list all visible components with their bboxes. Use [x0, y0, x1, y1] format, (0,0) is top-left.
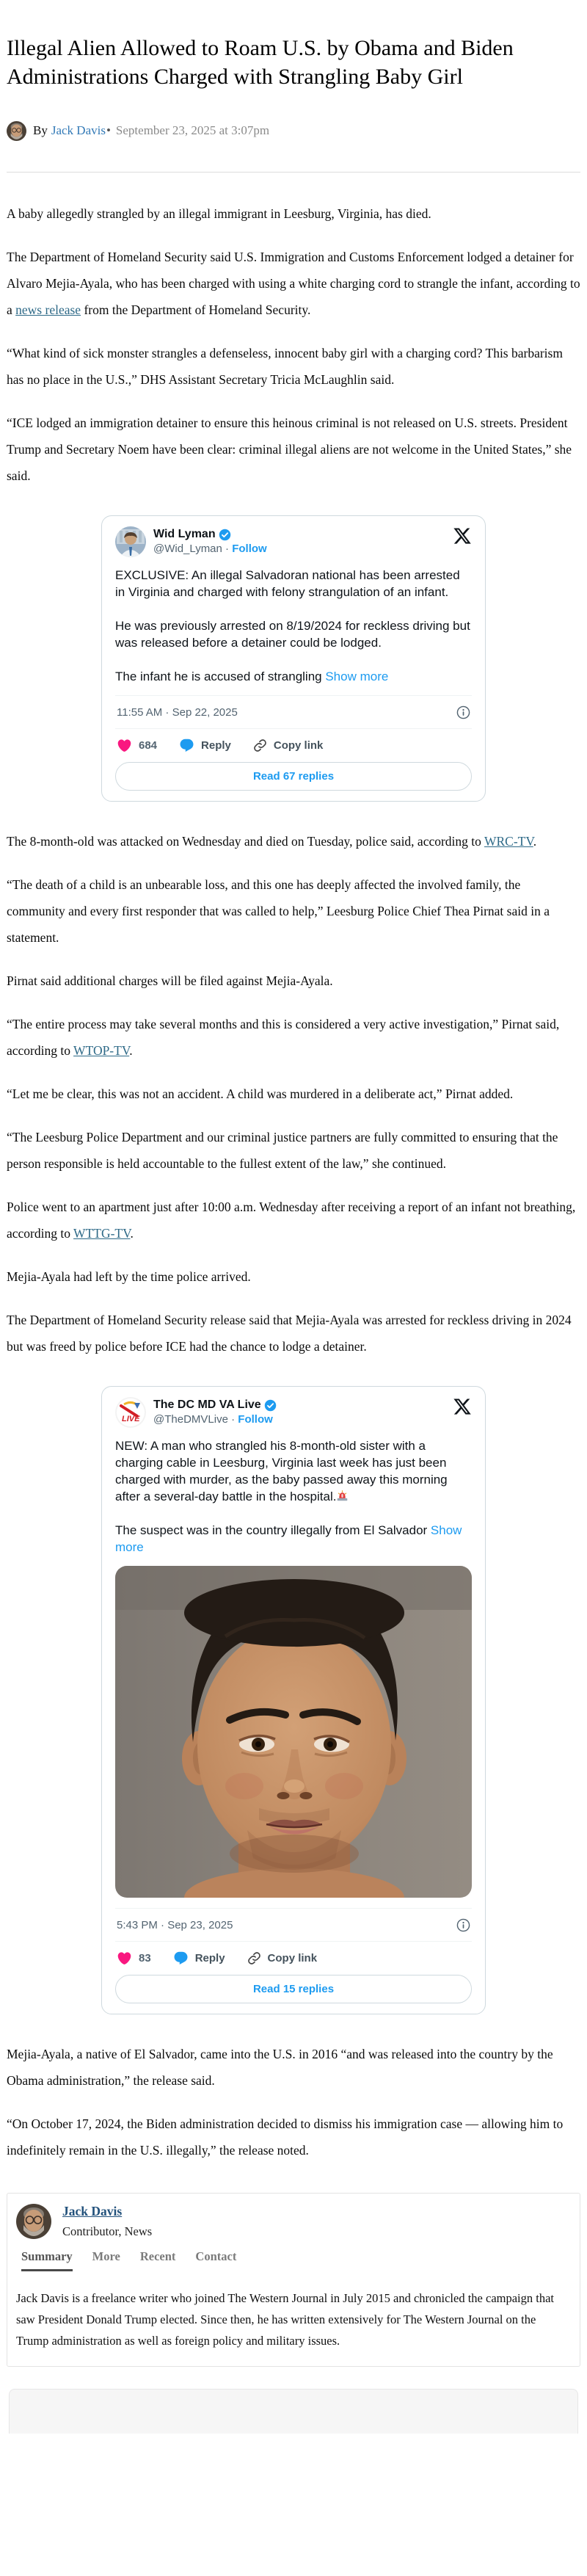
- reply-button[interactable]: [173, 1951, 225, 1966]
- svg-text:LIVE: LIVE: [122, 1415, 140, 1423]
- embedded-tweet-dmv-live: [101, 1386, 486, 2014]
- show-more-link[interactable]: Show more: [115, 1523, 462, 1554]
- tweet-text-paragraph: [115, 1522, 472, 1556]
- info-icon[interactable]: [456, 705, 470, 719]
- author-bio-tabs: [21, 2249, 571, 2271]
- reply-label: Reply: [201, 739, 231, 752]
- article-paragraph: A baby allegedly strangled by an illegal immigrant in Leesburg, Virginia, has died.: [7, 206, 431, 221]
- x-logo-icon[interactable]: [453, 1397, 472, 1416]
- author-bio-header: [16, 2204, 571, 2239]
- x-logo-icon[interactable]: [453, 526, 472, 545]
- heart-icon: [117, 738, 132, 753]
- tweet-identity: [153, 526, 267, 556]
- paragraph-text: “The entire process may take several months and this is considered a very active investigation,” Pirnat said, according to: [7, 1017, 560, 1058]
- tweet-text-fragment: NEW: A man who strangled his 8-month-old sister with a charging cable in Leesburg, Virginia last week has just been charged with murder, as the baby passed away this morning after a several-day battle in the hospital.: [115, 1439, 448, 1503]
- paragraph-text: .: [130, 1226, 134, 1241]
- article-paragraph: “On October 17, 2024, the Biden administration decided to dismiss his immigration case — allowing him to indefinitely remain in the U.S. illegally,” the release noted.: [7, 2116, 564, 2158]
- like-count: 83: [139, 1952, 151, 1964]
- author-role: Contributor, News: [62, 2224, 153, 2238]
- byline-author-link[interactable]: Jack Davis: [51, 123, 106, 137]
- paragraph-text: Police went to an apartment just after 10:00 a.m. Wednesday after receiving a report of an infant not breathing, according to: [7, 1200, 576, 1241]
- byline: [7, 120, 580, 141]
- byline-date: September 23, 2025 at 3:07pm: [115, 123, 270, 137]
- copy-link-label: Copy link: [273, 739, 324, 752]
- byline-separator: •: [106, 123, 111, 137]
- info-icon[interactable]: [456, 1918, 470, 1932]
- byline-divider: [7, 172, 580, 173]
- tab-summary[interactable]: Summary: [21, 2249, 73, 2271]
- article-paragraph: “What kind of sick monster strangles a defenseless, innocent baby girl with a charging cord? This barbarism has no place in the U.S.,” DHS Assistant Secretary Tricia McLaughlin said.: [7, 346, 563, 387]
- tab-recent[interactable]: Recent: [139, 2249, 176, 2263]
- article-page: [0, 34, 587, 2434]
- paragraph-text: The 8-month-old was attacked on Wednesday and died on Tuesday, police said, according to: [7, 834, 484, 849]
- article-paragraph: The Department of Homeland Security release said that Mejia-Ayala was arrested for reckless driving in 2024 but was freed by police before ICE had the chance to lodge a detainer.: [7, 1313, 572, 1354]
- author-identity: [62, 2204, 152, 2239]
- tweet-text-paragraph: [115, 668, 472, 685]
- news-release-link[interactable]: news release: [15, 302, 81, 317]
- mugshot-image: [115, 1566, 472, 1898]
- author-bio-text: Jack Davis is a freelance writer who joined The Western Journal in July 2015 and chronicled the campaign that saw President Donald Trump elected. Since then, he has written extensively for The Western Journal on the Trump administration as well as foreign policy and military issues.: [16, 2291, 555, 2348]
- reply-label: Reply: [194, 1952, 225, 1964]
- paragraph-text: The Department of Homeland Security said U.S. Immigration and Customs Enforcement lodged a detainer for Alvaro Mejia-Ayala, who has been charged with using a white charging cord to strangle the infant, according to a: [7, 250, 580, 317]
- tab-more[interactable]: More: [92, 2249, 120, 2263]
- heart-icon: [117, 1951, 132, 1966]
- tweet-avatar[interactable]: [115, 526, 146, 557]
- article-paragraph: “The Leesburg Police Department and our criminal justice partners are fully committed to ensuring that the person responsible is held accountable to the fullest extent of the law,” she continued.: [7, 1130, 558, 1171]
- wtop-tv-link[interactable]: WTOP-TV: [73, 1043, 130, 1058]
- tweet-avatar-image: [115, 1397, 146, 1428]
- tweet-header: [115, 1397, 472, 1428]
- read-replies-button[interactable]: Read 15 replies: [115, 1975, 472, 2003]
- tweet-avatar-image: [115, 526, 146, 557]
- tweet-text-paragraph: He was previously arrested on 8/19/2024 for reckless driving but was released before a detainer could be lodged.: [115, 619, 470, 650]
- author-name-link[interactable]: Jack Davis: [62, 2204, 123, 2218]
- tweet-avatar[interactable]: [115, 1397, 146, 1428]
- tweet-text: [115, 567, 472, 685]
- paragraph-text: from the Department of Homeland Security.: [81, 302, 311, 317]
- tab-contact[interactable]: Contact: [195, 2249, 237, 2263]
- copy-link-button[interactable]: [253, 739, 324, 752]
- like-button[interactable]: [117, 1951, 151, 1966]
- mugshot-photo[interactable]: [115, 1566, 472, 1898]
- reply-button[interactable]: [179, 738, 231, 753]
- article-paragraph: Mejia-Ayala had left by the time police arrived.: [7, 1269, 251, 1284]
- tweet-text: [115, 1437, 472, 1556]
- show-more-link[interactable]: Show more: [325, 670, 389, 683]
- tweet-identity: [153, 1397, 277, 1427]
- article-paragraph: Pirnat said additional charges will be filed against Mejia-Ayala.: [7, 973, 333, 988]
- verified-badge-icon: [219, 529, 231, 541]
- wrc-tv-link[interactable]: WRC-TV: [484, 834, 533, 849]
- tweet-text-fragment: The infant he is accused of strangling: [115, 670, 326, 683]
- follow-button[interactable]: Follow: [232, 543, 267, 555]
- tweet-display-name[interactable]: Wid Lyman: [153, 528, 216, 540]
- author-bio-box: [7, 2193, 580, 2367]
- tweet-display-name[interactable]: The DC MD VA Live: [153, 1398, 261, 1411]
- handle-follow-separator: ·: [231, 1413, 236, 1426]
- author-avatar-image: [7, 121, 26, 141]
- article-paragraph: Mejia-Ayala, a native of El Salvador, came into the U.S. in 2016 “and was released into the country by the Obama administration,” the release said.: [7, 2047, 553, 2088]
- author-avatar[interactable]: [7, 121, 26, 141]
- tweet-meta-row: [115, 695, 472, 729]
- like-button[interactable]: [117, 738, 157, 753]
- handle-follow-separator: ·: [225, 543, 230, 555]
- author-avatar-image: [16, 2204, 51, 2239]
- read-replies-button[interactable]: Read 67 replies: [115, 762, 472, 791]
- reply-icon: [179, 738, 194, 753]
- follow-button[interactable]: Follow: [238, 1413, 273, 1426]
- tweet-handle[interactable]: @Wid_Lyman: [153, 543, 222, 555]
- article-paragraph: [7, 1011, 580, 1064]
- copy-link-label: Copy link: [267, 1952, 318, 1964]
- article-paragraph: “Let me be clear, this was not an accident. A child was murdered in a deliberate act,” Pirnat added.: [7, 1086, 514, 1101]
- tweet-header: [115, 526, 472, 557]
- paragraph-text: .: [533, 834, 537, 849]
- article-paragraph: [7, 244, 580, 323]
- article-paragraph: “The death of a child is an unbearable loss, and this one has deeply affected the involved family, the community and every first responder that was called to help,” Leesburg Police Chief Thea Pirnat said in a statement.: [7, 877, 550, 945]
- comments-section-band: [9, 2389, 578, 2434]
- chain-link-icon: [247, 1951, 261, 1965]
- siren-emoji-icon: [336, 1490, 349, 1502]
- byline-by-label: By: [33, 123, 48, 137]
- tweet-handle[interactable]: @TheDMVLive: [153, 1413, 228, 1426]
- tweet-text-paragraph: EXCLUSIVE: An illegal Salvadoran national has been arrested in Virginia and charged with felony strangulation of an infant.: [115, 568, 460, 599]
- paragraph-text: .: [129, 1043, 133, 1058]
- article-paragraph: [7, 1194, 580, 1247]
- article-paragraph: “ICE lodged an immigration detainer to ensure this heinous criminal is not released on U.S. streets. President Trump and Secretary Noem have been clear: criminal illegal aliens are not welcome in the United States,” she said.: [7, 416, 572, 483]
- article-paragraph: [7, 828, 580, 855]
- author-avatar[interactable]: [16, 2204, 51, 2239]
- like-count: 684: [139, 739, 158, 752]
- page-title: Illegal Alien Allowed to Roam U.S. by Obama and Biden Administrations Charged with Strangling Baby Girl: [7, 36, 514, 89]
- tweet-timestamp[interactable]: 11:55 AM · Sep 22, 2025: [117, 706, 238, 719]
- verified-badge-icon: [264, 1399, 277, 1412]
- wttg-tv-link[interactable]: WTTG-TV: [73, 1226, 131, 1241]
- tweet-text-fragment: The suspect was in the country illegally from El Salvador: [115, 1523, 431, 1537]
- tweet-meta-row: [115, 1908, 472, 1942]
- chain-link-icon: [253, 739, 267, 752]
- tweet-timestamp[interactable]: 5:43 PM · Sep 23, 2025: [117, 1919, 233, 1931]
- tweet-actions-row: [115, 729, 472, 762]
- reply-icon: [173, 1951, 189, 1966]
- tweet-actions-row: [115, 1942, 472, 1975]
- copy-link-button[interactable]: [247, 1951, 318, 1965]
- embedded-tweet-wid-lyman: [101, 515, 486, 802]
- tweet-text-paragraph: [115, 1437, 472, 1505]
